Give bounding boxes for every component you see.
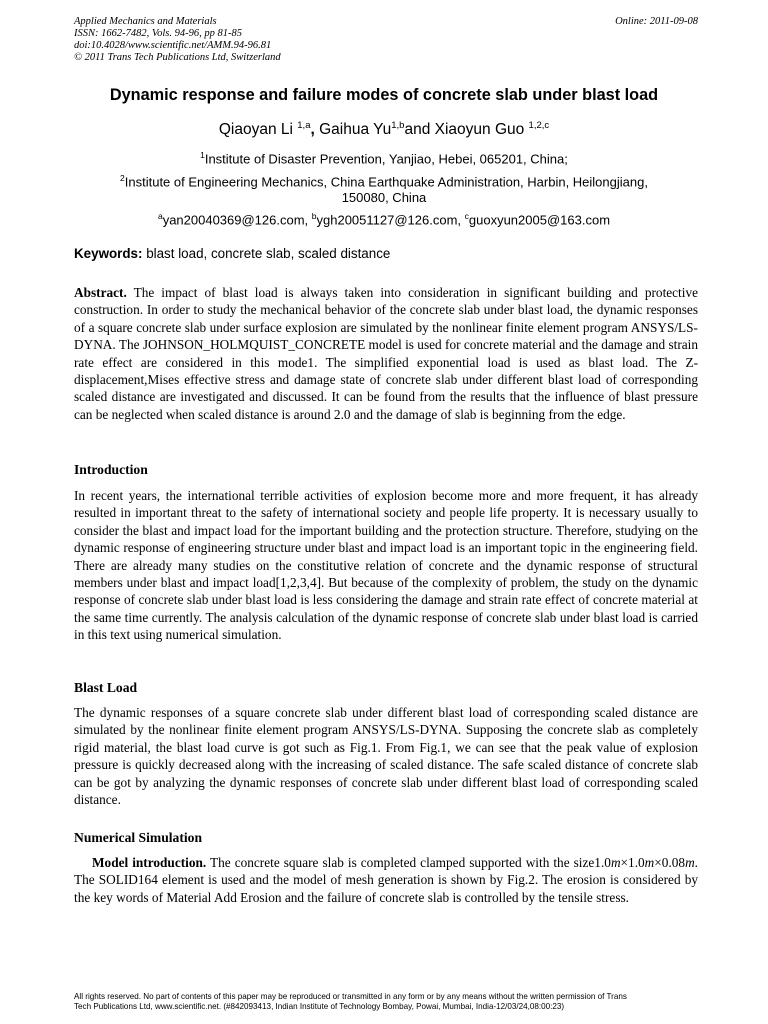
paper-title: Dynamic response and failure modes of concrete slab under blast load — [109, 86, 659, 104]
affiliation-text: Institute of Engineering Mechanics, China Earthquake Administration, Harbin, Heilongjiang, — [124, 174, 648, 190]
affiliation-text: Institute of Disaster Prevention, Yanjiao, Hebei, 065201, China; — [204, 151, 568, 167]
affiliation-superscript: 2 — [120, 173, 125, 183]
section-heading-introduction: Introduction — [74, 462, 148, 477]
author-name: Gaihua Yu — [319, 121, 392, 139]
author-separator: , — [310, 121, 320, 139]
unit-meter: m — [610, 855, 621, 870]
email-superscript: a — [157, 211, 163, 221]
author-line — [60, 120, 708, 139]
email-address: guoxyun2005@163.com — [468, 212, 611, 228]
keywords — [74, 246, 698, 261]
section-heading-blast-load: Blast Load — [74, 680, 138, 695]
paragraph-text: . The SOLID164 element is used and the model of mesh generation is shown by Fig.2. The erosion is considered by the key words of Material Add Erosion and the failure of concrete slab is controlled by the tensile stress. — [74, 855, 698, 905]
journal-header — [74, 16, 698, 64]
author-superscript: 1,a — [297, 120, 311, 131]
unit-meter: m — [644, 855, 655, 870]
paragraph-text: The concrete square slab is completed clamped supported with the size1.0 — [206, 855, 611, 870]
keywords-label: Keywords: — [74, 246, 143, 261]
model-introduction-label: Model introduction. — [92, 855, 207, 870]
email-superscript: c — [464, 211, 469, 221]
doi-line: doi:10.4028/www.scientific.net/AMM.94-96.81 — [74, 40, 272, 51]
footer-line: All rights reserved. No part of contents of this paper may be reproduced or transmitted in any form or by any means without the written permission of Trans — [74, 992, 627, 1001]
issn-line: ISSN: 1662-7482, Vols. 94-96, pp 81-85 — [74, 28, 242, 39]
model-introduction-paragraph — [74, 854, 698, 906]
email-address: yan20040369@126.com, — [162, 212, 312, 228]
affiliation-text: 150080, China — [341, 190, 427, 206]
affiliation-2 — [60, 170, 708, 206]
footer-line: Tech Publications Ltd, www.scientific.net. (#842093413, Indian Institute of Technology Bombay, Powai, Mumbai, India-12/03/24,08:00:23) — [74, 1001, 565, 1011]
affiliation-superscript: 1 — [200, 150, 205, 160]
dimension-text: ×1.0 — [620, 855, 645, 870]
introduction-paragraph: In recent years, the international terrible activities of explosion become more and more frequent, it has already resulted in important threat to the safety of international society and people life property. It is necessary usually to consider the blast and impact load for the important building and the protection structure. Therefore, studying on the dynamic response of engineering structure under blast and impact load is an important topic in the engineering field. There are already many studies on the constitutive relation of concrete and the dynamic response of structural members under blast and impact load[1,2,3,4]. But because of the complexity of problem, the study on the dynamic response of concrete slab under blast load is less considering the damage and strain rate effect of concrete material at the same time currently. The analysis calculation of the dynamic response of concrete slab under blast load is carried in this text using numerical simulation. — [74, 488, 698, 643]
email-line — [60, 208, 708, 228]
section-heading-numerical-simulation: Numerical Simulation — [74, 830, 203, 845]
abstract-label: Abstract. — [74, 285, 127, 300]
online-date: Online: 2011-09-08 — [615, 16, 698, 27]
email-superscript: b — [311, 211, 317, 221]
keywords-text: blast load, concrete slab, scaled distance — [142, 246, 391, 261]
author-name: and Xiaoyun Guo — [404, 121, 529, 139]
copyright-footer — [74, 992, 698, 1011]
author-name: Qiaoyan Li — [218, 121, 298, 139]
unit-meter: m — [685, 855, 695, 870]
author-superscript: 1,b — [391, 120, 405, 131]
copyright-line: © 2011 Trans Tech Publications Ltd, Switzerland — [74, 52, 281, 63]
dimension-text: ×0.08 — [654, 855, 686, 870]
abstract-paragraph — [74, 284, 698, 423]
author-superscript: 1,2,c — [528, 120, 550, 131]
journal-name: Applied Mechanics and Materials — [74, 16, 217, 27]
abstract-text: The impact of blast load is always taken into consideration in significant building and protective construction. In order to study the mechanical behavior of the concrete slab under blast load, the dynamic responses of a square concrete slab under surface explosion are simulated by the nonlinear finite element program ANSYS/LS-DYNA. The JOHNSON_HOLMQUIST_CONCRETE model is used for concrete material and the damage and strain rate effect are considered in this mode1. The simplified exponential load is used as blast load. The Z-displacement,Mises effective stress and damage state of concrete slab under different blast load of corresponding scaled distance are investigated and discussed. It can be found from the results that the influence of blast pressure can be neglected when scaled distance is around 2.0 and the damage of slab is beginning from the edge. — [74, 285, 698, 422]
email-address: ygh20051127@126.com, — [316, 212, 465, 228]
affiliation-1 — [60, 147, 708, 167]
blast-load-paragraph: The dynamic responses of a square concrete slab under different blast load of corresponding scaled distance are simulated by the nonlinear finite element program ANSYS/LS-DYNA. Supposing the concrete slab as completely rigid material, the blast load curve is got such as Fig.1. From Fig.1, we can see that the peak value of explosion pressure is quickly decreased along with the increasing of scaled distance. The safe scaled distance of concrete slab can be got by analyzing the dynamic responses of concrete slab under different blast load of corresponding scaled distance. — [74, 705, 698, 808]
